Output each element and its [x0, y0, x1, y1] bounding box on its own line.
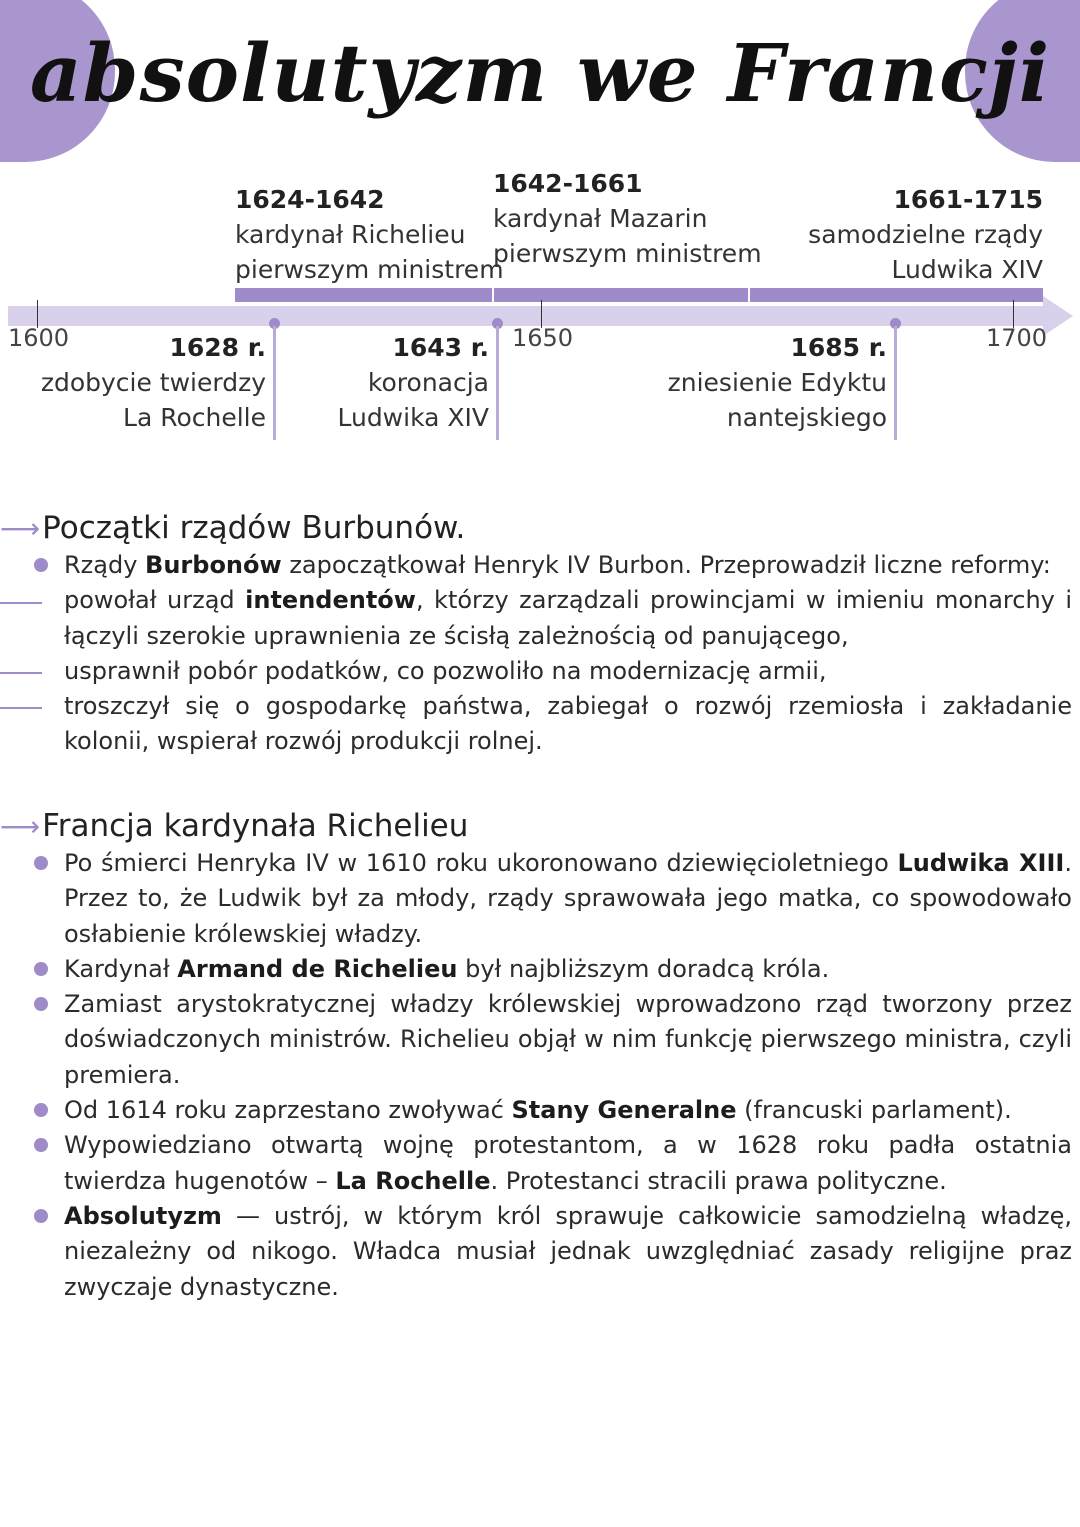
- bullet-item: Zamiast arystokratycznej władzy królewskiej wprowadzono rząd tworzony przez doświadczonych ministrów. Richelieu objął w nim funkcję pierwszego ministra, czyli premiera.: [64, 987, 1072, 1093]
- period-mazarin: [493, 166, 762, 271]
- event-1628: [41, 330, 272, 435]
- reform-item: usprawnił pobór podatków, co pozwoliło na modernizację armii,: [64, 656, 827, 685]
- year-label: 1700: [986, 324, 1048, 352]
- event-stem: [894, 326, 897, 440]
- bullet-item: Absolutyzm — ustrój, w którym król sprawuje całkowicie samodzielną władzę, niezależny od nikogo. Władca musiał jednak uwzględniać zasady religijne praz zwyczaje dynastyczne.: [64, 1199, 1072, 1305]
- bullet-item: Od 1614 roku zaprzestano zwoływać Stany Generalne (francuski parlament).: [64, 1093, 1072, 1128]
- arrow-right-icon: ⟶: [0, 810, 41, 843]
- section-heading-text: Francja kardynała Richelieu: [42, 808, 469, 844]
- period-text: kardynał Richelieu: [235, 220, 466, 249]
- year-label: 1650: [512, 324, 574, 352]
- event-text: nantejskiego: [726, 403, 887, 432]
- reform-item: powołał urząd intendentów, którzy zarządzali prowincjami w imieniu monarchy i łączyli szerokie uprawnienia ze ścisłą zależnością od panującego,: [64, 586, 1072, 650]
- period-band-ludwik: [750, 288, 1043, 302]
- reform-item: troszczył się o gospodarkę państwa, zabiegał o rozwój rzemiosła i zakładanie kolonii, wspierał rozwój produkcji rolnej.: [64, 692, 1072, 756]
- dash-marker: [0, 672, 42, 674]
- bullet-item: Wypowiedziano otwartą wojnę protestantom, a w 1628 roku padła ostatnia twierdza hugenotów – La Rochelle. Protestanci stracili prawa polityczne.: [64, 1128, 1072, 1199]
- section-heading: [0, 510, 465, 546]
- bullet-icon: [34, 856, 48, 870]
- bullet-icon: [34, 558, 48, 572]
- period-date: 1642-1661: [493, 169, 643, 198]
- section-body: [64, 548, 1072, 760]
- period-richelieu: [235, 182, 504, 287]
- event-stem: [273, 326, 276, 440]
- bullet-item: Kardynał Armand de Richelieu był najbliższym doradcą króla.: [64, 952, 1072, 987]
- event-text: La Rochelle: [123, 403, 266, 432]
- period-text: samodzielne rządy: [808, 220, 1043, 249]
- year-label: 1600: [8, 324, 70, 352]
- event-date: 1643 r.: [392, 333, 489, 362]
- event-1685: [668, 330, 893, 435]
- section-body: [64, 846, 1072, 1305]
- bullet-icon: [34, 1103, 48, 1117]
- event-date: 1685 r.: [790, 333, 887, 362]
- event-date: 1628 r.: [169, 333, 266, 362]
- section-heading: [0, 808, 468, 844]
- bullet-icon: [34, 1138, 48, 1152]
- event-text: koronacja: [367, 368, 489, 397]
- period-text: kardynał Mazarin: [493, 204, 708, 233]
- event-text: Ludwika XIV: [337, 403, 489, 432]
- timeline: [0, 160, 1080, 460]
- event-text: zdobycie twierdzy: [40, 368, 266, 397]
- period-ludwik: [808, 182, 1043, 287]
- arrow-right-icon: ⟶: [0, 512, 41, 545]
- bullet-icon: [34, 997, 48, 1011]
- period-band-mazarin: [494, 288, 748, 302]
- timeline-arrow-icon: [1043, 296, 1073, 336]
- dash-marker: [0, 602, 42, 604]
- period-text: pierwszym ministrem: [493, 239, 762, 268]
- event-stem: [496, 326, 499, 440]
- period-band-richelieu: [235, 288, 492, 302]
- section-heading-text: Początki rządów Burbunów.: [42, 510, 466, 546]
- event-1643: [337, 330, 495, 435]
- bullet-icon: [34, 1209, 48, 1223]
- page-title: absolutyzm we Francji: [29, 26, 1051, 120]
- bullet-icon: [34, 962, 48, 976]
- bullet-item: Po śmierci Henryka IV w 1610 roku ukoronowano dziewięcioletniego Ludwika XIII. Przez to, że Ludwik był za młody, rządy sprawowała jego matka, co spowodowało osłabienie królewskiej władzy.: [64, 846, 1072, 952]
- bullet-item: Rządy Burbonów zapoczątkował Henryk IV Burbon. Przeprowadził liczne reformy:: [64, 548, 1072, 583]
- period-date: 1624-1642: [235, 185, 385, 214]
- dash-marker: [0, 707, 42, 709]
- period-date: 1661-1715: [893, 185, 1043, 214]
- period-text: pierwszym ministrem: [235, 255, 504, 284]
- event-text: zniesienie Edyktu: [667, 368, 887, 397]
- period-text: Ludwika XIV: [891, 255, 1043, 284]
